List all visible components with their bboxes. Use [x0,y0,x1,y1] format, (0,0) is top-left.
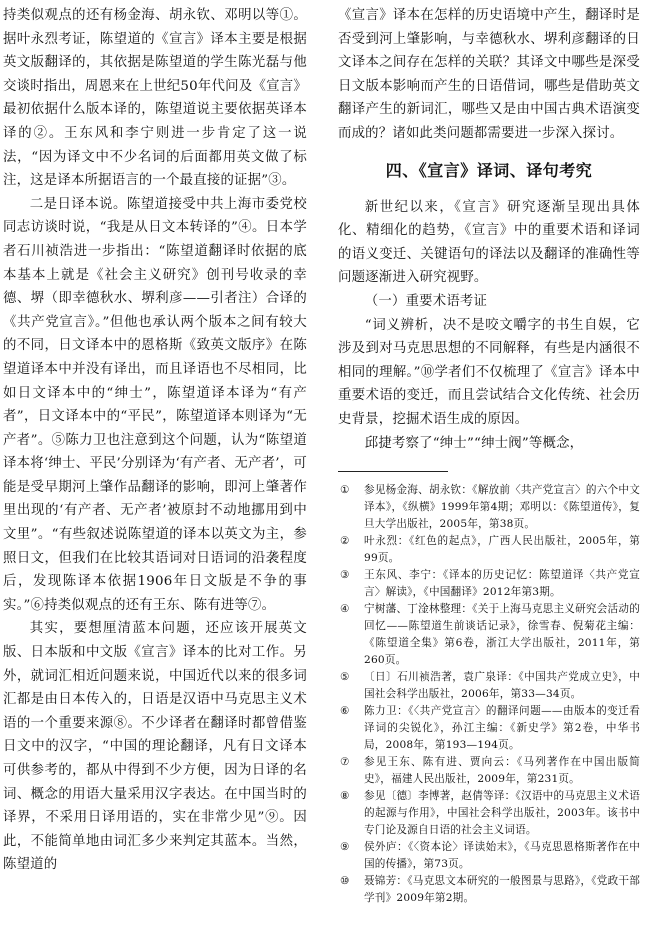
body-paragraph: 其实，要想厘清蓝本问题，还应该开展英文版、日本版和中文版《宣言》译本的比对工作。另外，就词汇相近问题来说，中国近代以来的很多词汇都是由日本传入的，日语是汉语中马克思主义术语的一个重要来源⑧。不少译者在翻译时都曾借鉴日文中的汉字，“中国的理论翻译，凡有日文译本可供参考的，都从中得到不少方便，因为日译的名词、概念的用语大量采用汉字表达。在中国当时的译界，不采用日译用语的，实在非常少见”⑨。因此，不能简单地由词汇多少来判定其蓝本。当然，陈望道的 [3,621,307,873]
footnote-divider [338,471,448,472]
footnote-list [338,482,640,907]
footnote-text: 陈力卫：《〈共产党宣言〉的翻译问题——由版本的变迁看译词的尖锐化》，孙江主编：《新史学》第2卷，中华书局，2008年，第193—194页。 [364,705,640,752]
footnote-text: 参见〔德〕李博著，赵倩等译：《汉语中的马克思主义术语的起源与作用》，中国社会科学出版社，2003年。该书中专门论及源自日语的社会主义词语。 [364,790,640,837]
footnote-number: ② [340,535,350,548]
footnote-number: ④ [340,603,350,616]
footnote-item [338,601,640,669]
footnote-text: 聂锦芳：《马克思文本研究的一般图景与思路》，《党政干部学刊》2009年第2期。 [364,875,640,905]
footnote-item [338,754,640,788]
section-heading: 四、《宣言》译词、译句考究 [385,160,593,180]
footnote-text: 参见王东、陈有进、贾向云：《马列著作在中国出版简史》，福建人民出版社，2009年，第231页。 [364,756,640,786]
footnote-item [338,788,640,839]
footnote-number: ⑦ [340,756,350,769]
right-column [338,4,640,907]
footnote-text: 宁树藩、丁淦林整理：《关于上海马克思主义研究会活动的回忆——陈望道生前谈话记录》，徐雪春、倪菊花主编：《陈望道全集》第6卷，浙江大学出版社，2011年，第260页。 [364,603,640,667]
footnote-text: 叶永烈：《红色的起点》，广西人民出版社，2005年，第99页。 [364,535,640,565]
body-paragraph: 持类似观点的还有杨金海、胡永钦、邓明以等①。据叶永烈考证，陈望道的《宣言》译本主要是根据英文版翻译的，其依据是陈望道的学生陈光磊与他交谈时指出，周恩来在上世纪50年代问及《宣言》最初依据什么版本译的，陈望道说主要依据英译本译的②。王东风和李宁则进一步肯定了这一说法，“因为译文中不少名词的后面都用英文做了标注，这是译本所据语言的一个最直接的证据”③。 [3,8,307,189]
footnote-number: ⑧ [340,790,350,803]
body-paragraph: “词义辨析，决不是咬文嚼字的书生自娱，它涉及到对马克思思想的不同解释，有些是内涵很不相同的理解。”⑩学者们不仅梳理了《宣言》译本中重要术语的变迁，而且尝试结合文化传统、社会历史背景，挖掘术语生成的原因。 [338,317,640,427]
footnote-item [338,482,640,533]
footnote-item [338,839,640,873]
footnote-item [338,703,640,754]
footnote-item [338,873,640,907]
footnote-text: 侯外庐：《〈资本论〉译读始末》，《马克思恩格斯著作在中国的传播》，第73页。 [364,841,640,871]
footnote-number: ⑨ [340,841,350,854]
footnote-item [338,669,640,703]
body-paragraph: 二是日译本说。陈望道接受中共上海市委党校同志访谈时说，“我是从日文本转译的”④。日本学者石川祯浩进一步指出：“陈望道翻译时依据的底本基本上就是《社会主义研究》创刊号收录的幸德、堺（即幸德秋水、堺利彦——引者注）合译的《共产党宣言》。”但他也承认两个版本之间有较大的不同，日文译本中的恩格斯《致英文版序》在陈望道译本中并没有译出，而且译语也不尽相同，比如日文译本中的“绅士”，陈望道译本译为“有产者”，日文译本中的“平民”，陈望道译本则译为“无产者”。⑤陈力卫也注意到这个问题，认为“陈望道译本将‘绅士、平民’分别译为‘有产者、无产者’，可能是受早期河上肇作品翻译的影响，即河上肇著作里出现的‘有产者、无产者’被原封不动地挪用到中文里”。“有些叙述说陈望道的译本以英文为主，参照日文，但我们在比较其语词对日语词的沿袭程度后，发现陈译本依据1906年日文版是不争的事实。”⑥持类似观点的还有王东、陈有进等⑦。 [3,196,307,613]
body-paragraph: 新世纪以来，《宣言》研究逐渐呈现出具体化、精细化的趋势，《宣言》中的重要术语和译词的语义变迁、关键语句的译法以及翻译的准确性等问题逐渐进入研究视野。 [338,199,640,286]
body-paragraph: 邱捷考察了“绅士”“绅士阀”等概念， [364,435,584,451]
footnote-text: 王东风、李宁：《译本的历史记忆：陈望道译〈共产党宣言〉解读》，《中国翻译》2012年第3期。 [364,569,640,599]
footnote-item [338,567,640,601]
footnote-number: ③ [340,569,350,582]
footnote-item [338,533,640,567]
footnote-text: 参见杨金海、胡永钦：《解放前〈共产党宣言〉的六个中文译本》，《纵横》1999年第4期；邓明以：《陈望道传》，复旦大学出版社，2005年，第38页。 [364,484,640,531]
left-column [3,4,307,877]
footnote-text: 〔日〕石川祯浩著，袁广泉译：《中国共产党成立史》，中国社会科学出版社，2006年，第33—34页。 [364,671,640,701]
footnote-number: ⑩ [340,875,350,888]
footnote-number: ⑤ [340,671,350,684]
footnote-number: ① [340,484,350,497]
subsection-heading: （一）重要术语考证 [364,293,488,309]
footnote-number: ⑥ [340,705,350,718]
body-paragraph: 《宣言》译本在怎样的历史语境中产生，翻译时是否受到河上肇影响，与幸德秋水、堺利彦翻译的日文译本之间存在怎样的关联？其译文中哪些是深受日文版本影响而产生的日语借词，哪些是借助英文翻译产生的新词汇，哪些又是由中国古典术语演变而成的？诸如此类问题都需要进一步深入探讨。 [338,8,640,141]
